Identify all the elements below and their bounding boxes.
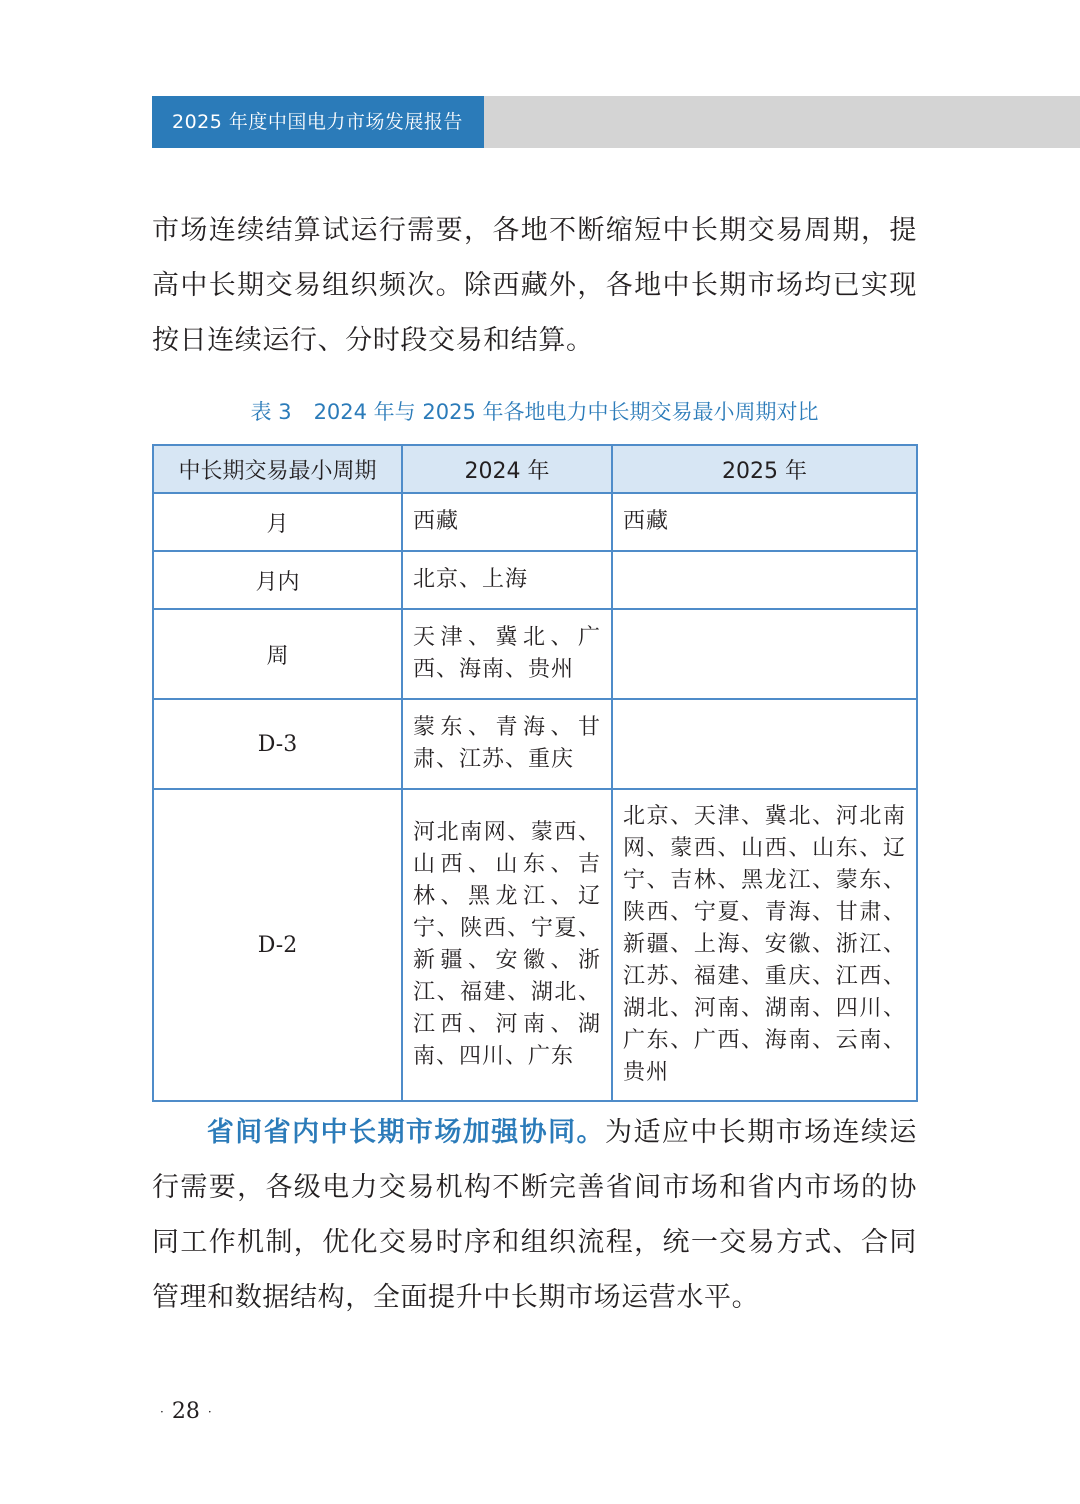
period-cell: 月内 [153, 551, 402, 609]
paragraph-body: 为适应中长期市场连续运行需要，各级电力交易机构不断完善省间市场和省内市场的协同工作机制，优化交易时序和组织流程，统一交易方式、合同管理和数据结构，全面提升中长期市场运营水平。 [152, 1117, 917, 1313]
regions-2025-cell [612, 699, 917, 789]
paragraph-intro: 市场连续结算试运行需要，各地不断缩短中长期交易周期，提高中长期交易组织频次。除西藏外，各地中长期市场均已实现按日连续运行、分时段交易和结算。 [152, 215, 917, 356]
table-row [153, 551, 917, 609]
page-dot-right: · [207, 1405, 212, 1419]
header-2025: 2025 年 [612, 445, 917, 493]
period-cell: 周 [153, 609, 402, 699]
page-number-value: 28 [171, 1399, 200, 1424]
period-cell: 月 [153, 493, 402, 551]
regions-2024-cell: 西藏 [402, 493, 612, 551]
table-header-row [153, 445, 917, 493]
table-row [153, 493, 917, 551]
table-caption-text: 2024 年与 2025 年各地电力中长期交易最小周期对比 [313, 400, 819, 424]
regions-2024-cell: 河北南网、蒙西、山西、山东、吉林、黑龙江、辽宁、陕西、宁夏、新疆、安徽、浙江、福建、湖北、江西、河南、湖南、四川、广东 [402, 789, 612, 1101]
paragraph-lead-heading: 省间省内中长期市场加强协同。 [206, 1117, 605, 1148]
table-row [153, 609, 917, 699]
regions-2025-cell [612, 551, 917, 609]
paragraph-coordination [152, 1105, 917, 1325]
period-comparison-table [152, 444, 918, 1102]
report-title: 2025 年度中国电力市场发展报告 [152, 96, 484, 148]
table-row [153, 789, 917, 1101]
period-cell: D-2 [153, 789, 402, 1101]
page-dot-left: · [160, 1405, 164, 1419]
page-number [152, 1396, 220, 1428]
regions-2024-cell: 蒙东、青海、甘肃、江苏、重庆 [402, 699, 612, 789]
regions-2025-cell: 西藏 [612, 493, 917, 551]
regions-2025-cell: 北京、天津、冀北、河北南网、蒙西、山西、山东、辽宁、吉林、黑龙江、蒙东、陕西、宁夏、青海、甘肃、新疆、上海、安徽、浙江、江苏、福建、重庆、江西、湖北、河南、湖南、四川、广东、广西、海南、云南、贵州 [612, 789, 917, 1101]
period-cell: D-3 [153, 699, 402, 789]
regions-2024-cell: 北京、上海 [402, 551, 612, 609]
table-caption [152, 392, 917, 432]
regions-2025-cell [612, 609, 917, 699]
table-row [153, 699, 917, 789]
regions-2024-cell: 天津、冀北、广西、海南、贵州 [402, 609, 612, 699]
table-caption-number: 表 3 [250, 400, 292, 424]
header-period: 中长期交易最小周期 [153, 445, 402, 493]
header-2024: 2024 年 [402, 445, 612, 493]
